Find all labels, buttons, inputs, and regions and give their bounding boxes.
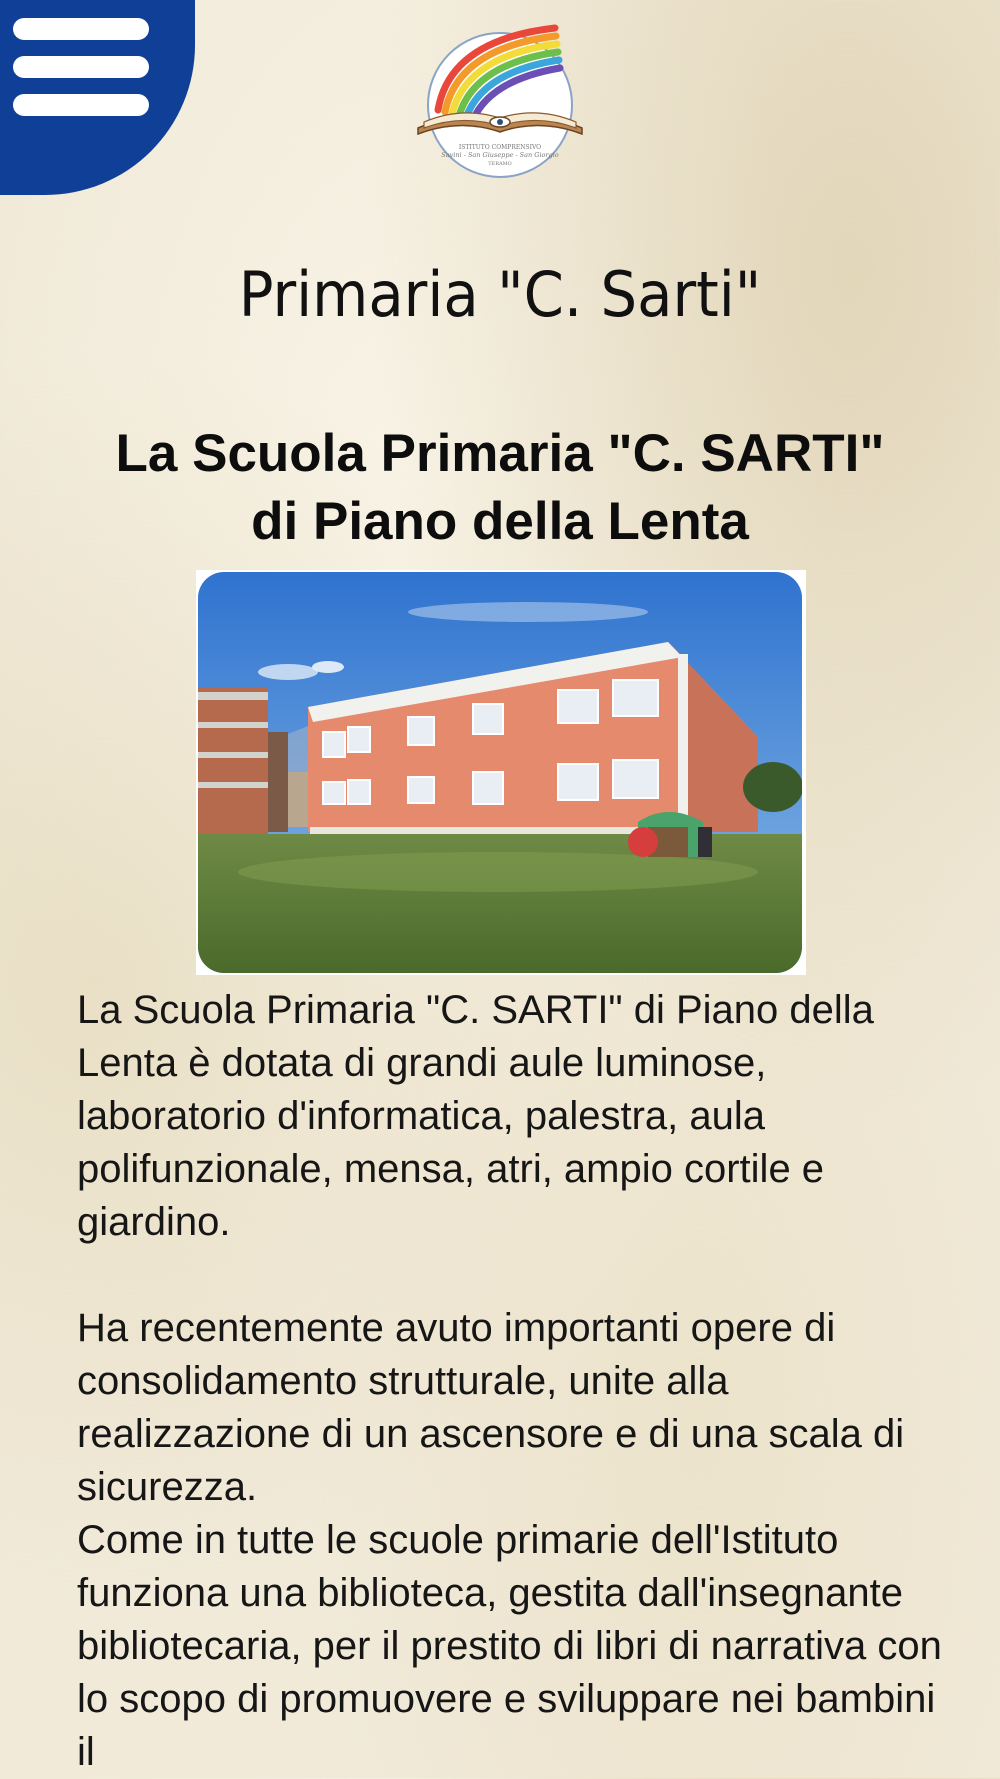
menu-button[interactable] <box>0 0 195 195</box>
svg-text:ISTITUTO COMPRENSIVO: ISTITUTO COMPRENSIVO <box>458 144 542 151</box>
rainbow-book-logo <box>410 10 590 180</box>
article-paragraph-3: Come in tutte le scuole primarie dell'Istituto funziona una biblioteca, gestita dall'insegnante bibliotecaria, per il prestito di libri di narrativa con lo scopo di promuovere e sviluppare nei bambini il <box>77 1518 942 1774</box>
article-paragraph-1: La Scuola Primaria "C. SARTI" di Piano della Lenta è dotata di grandi aule luminose, laboratorio d'informatica, palestra, aula polifunzionale, mensa, atri, ampio cortile e giardino. <box>77 988 874 1244</box>
article-heading <box>60 420 940 556</box>
article-body <box>77 984 947 1779</box>
photo-frame <box>196 570 806 975</box>
article-paragraph-2: Ha recentemente avuto importanti opere di consolidamento strutturale, unite alla realizzazione di un ascensore e di una scala di sicurezza. <box>77 1306 905 1509</box>
svg-text:TERAMO: TERAMO <box>488 161 512 167</box>
school-logo[interactable] <box>410 10 590 180</box>
article-heading-line1: La Scuola Primaria "C. SARTI" <box>115 424 885 483</box>
page-title: Primaria "C. Sarti" <box>238 258 762 331</box>
school-building-photo[interactable] <box>198 572 802 973</box>
svg-text:Savini - San Giuseppe - San Gi: Savini - San Giuseppe - San Giorgio <box>441 151 559 159</box>
article-heading-line2: di Piano della Lenta <box>251 492 749 551</box>
